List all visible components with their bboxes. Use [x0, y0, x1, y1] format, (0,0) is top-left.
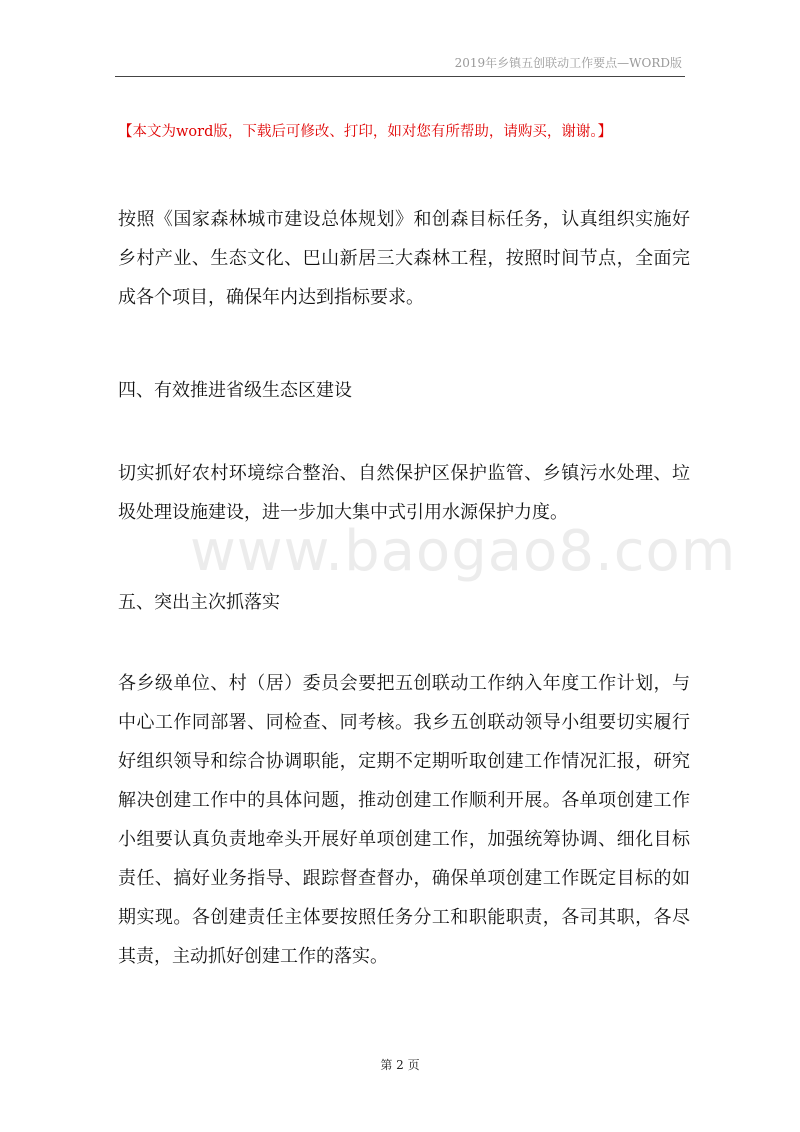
header-divider — [115, 76, 685, 77]
paragraph-environment: 切实抓好农村环境综合整治、自然保护区保护监管、乡镇污水处理、垃圾处理设施建设，进一步加大集中式引用水源保护力度。 — [118, 463, 690, 523]
paragraph-implementation: 各乡级单位、村（居）委员会要把五创联动工作纳入年度工作计划，与中心工作同部署、同检查、同考核。我乡五创联动领导小组要切实履行好组织领导和综合协调职能，定期不定期听取创建工作情况汇报，研究解决创建工作中的具体问题，推动创建工作顺利开展。各单项创建工作小组要认真负责地牵头开展好单项创建工作，加强统筹协调、细化目标责任、搞好业务指导、跟踪督查督办，确保单项创建工作既定目标的如期实现。各创建责任主体要按照任务分工和职能职责，各司其职，各尽其责，主动抓好创建工作的落实。 — [118, 673, 690, 967]
header-title: 2019年乡镇五创联动工作要点—WORD版 — [454, 56, 682, 70]
section-heading-5: 五、突出主次抓落实 — [118, 592, 280, 613]
section-heading-4: 四、有效推进省级生态区建设 — [118, 380, 352, 401]
page-number: 第 2 页 — [380, 1058, 420, 1072]
watermark: www.baogao8.com — [190, 519, 737, 584]
paragraph-forest-city: 按照《国家森林城市建设总体规划》和创森目标任务，认真组织实施好乡村产业、生态文化、巴山新居三大森林工程，按照时间节点，全面完成各个项目，确保年内达到指标要求。 — [118, 209, 690, 308]
purchase-notice: 【本文为word版，下载后可修改、打印，如对您有所帮助，请购买，谢谢。】 — [118, 124, 613, 140]
